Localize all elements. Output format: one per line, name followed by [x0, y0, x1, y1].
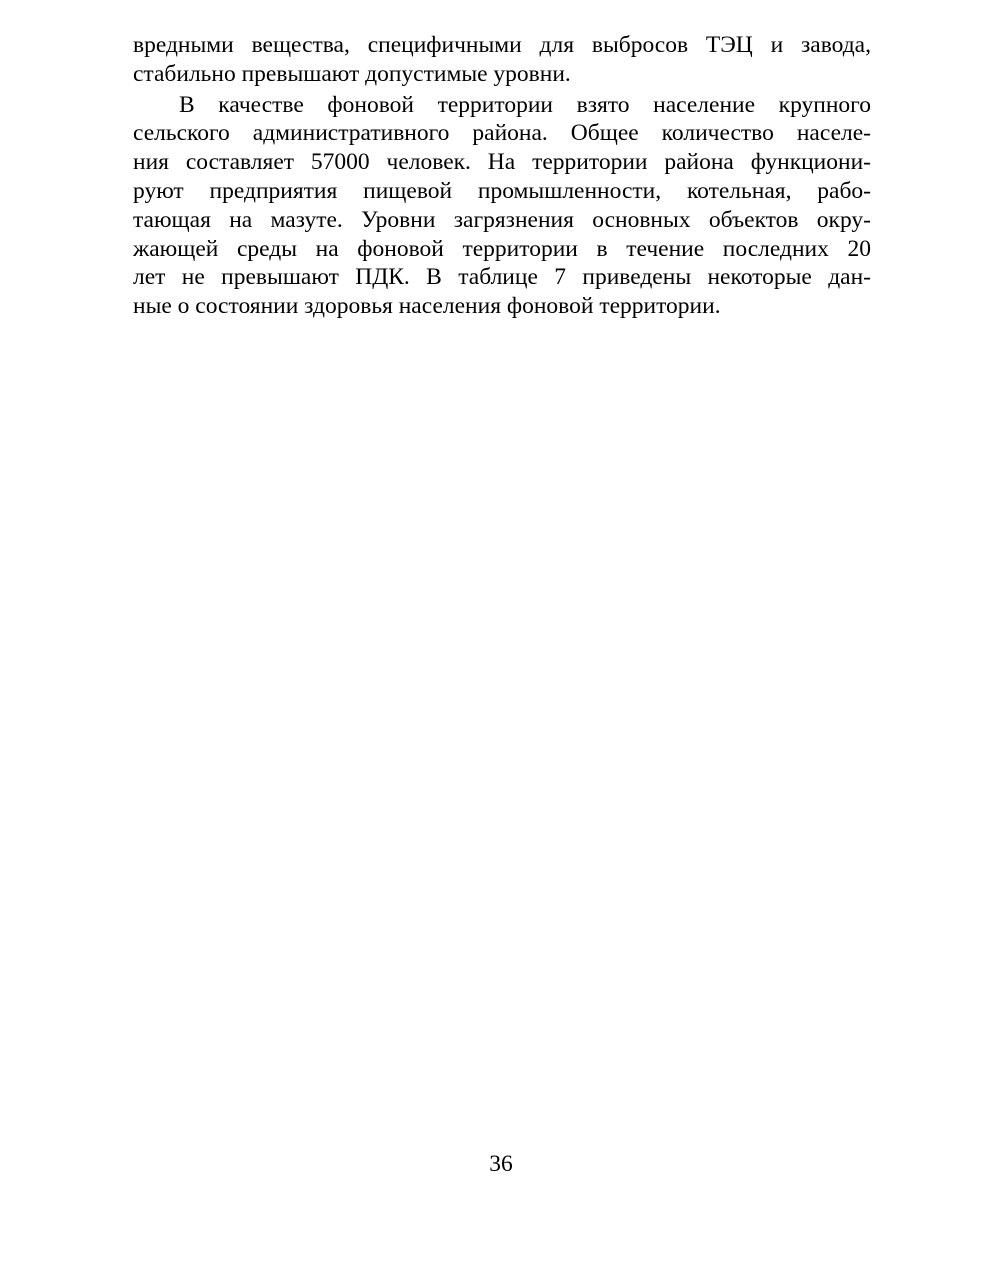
text-line: лет не превышают ПДК. В таблице 7 приведены некоторые дан- — [133, 264, 871, 291]
text-line: ные о состоянии здоровья населения фоновой территории. — [133, 293, 721, 320]
body-text — [133, 31, 871, 321]
text-line: руют предприятия пищевой промышленности, котельная, рабо- — [133, 177, 871, 204]
text-line: вредными вещества, специфичными для выбросов ТЭЦ и завода, — [133, 32, 871, 58]
page-number: 36 — [489, 1151, 513, 1177]
text-line: сельского административного района. Общее количество населе- — [133, 120, 871, 147]
text-line: жающей среды на фоновой территории в течение последних 20 — [133, 235, 871, 262]
text-line: В качестве фоновой территории взято население крупного — [179, 91, 871, 118]
text-line: стабильно превышают допустимые уровни. — [133, 60, 571, 87]
text-line: тающая на мазуте. Уровни загрязнения основных объектов окру- — [133, 206, 871, 233]
paragraph-continuation — [133, 31, 871, 89]
text-line: ния составляет 57000 человек. На территории района функциони- — [133, 149, 871, 176]
paragraph-background-territory — [133, 91, 871, 321]
